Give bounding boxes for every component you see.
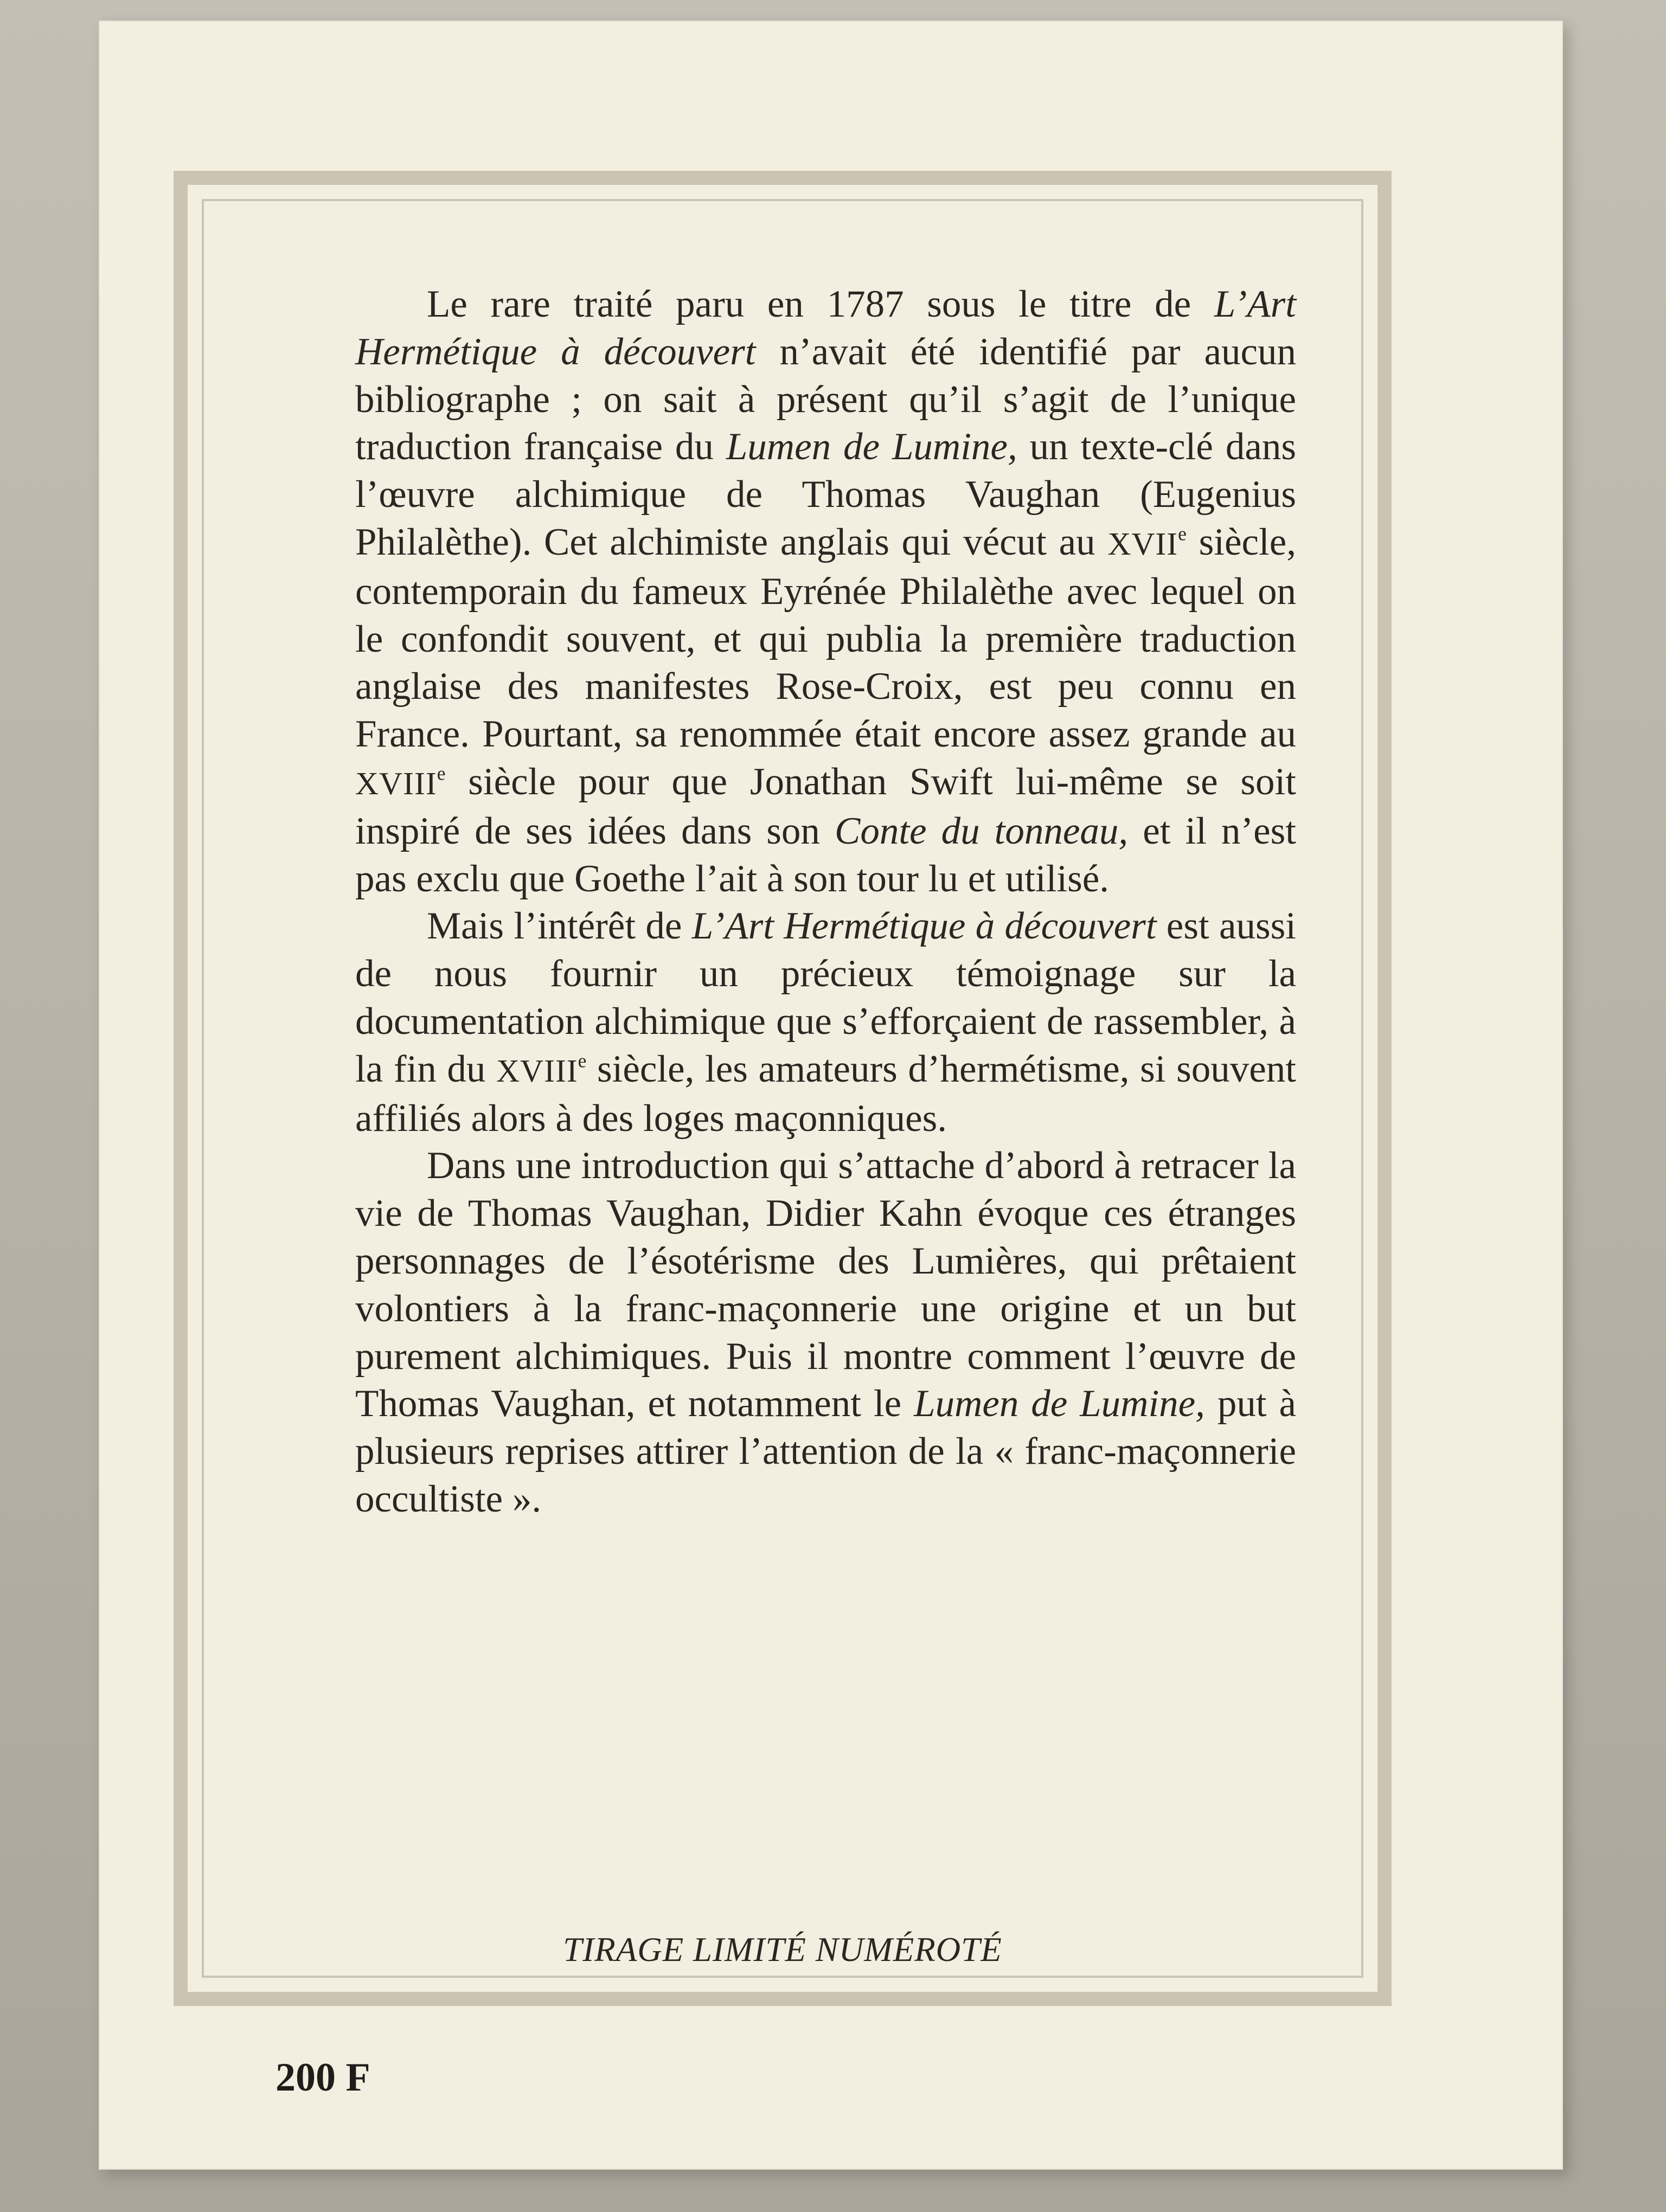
price-label: 200 F (275, 2055, 370, 2100)
book-title-lumen-de-lumine: Lumen de Lumine, (914, 1382, 1205, 1425)
blurb-text: n’avait été identifié par aucun bibliographe ; on sait à présent qu’il s’agit de l’unique traduction française du (355, 330, 1296, 468)
limited-edition-note: TIRAGE LIMITÉ NUMÉROTÉ (563, 1931, 1002, 1969)
blurb-text: est aussi de nous fournir un précieux témoignage sur la documentation alchimique que s’efforçaient de rassembler, à la fin du (355, 905, 1296, 1090)
book-title-lumen-de-lumine: Lumen de Lumine, (726, 426, 1017, 468)
blurb-paragraph-2 (355, 903, 1296, 1142)
blurb-text: siècle, contemporain du fameux Eyrénée Philalèthe avec lequel on le confondit souvent, et qui publia la première traduction anglaise des manifestes Rose-Croix, est peu connu en France. Pourtant, sa renommée était encore assez grande au (355, 520, 1297, 756)
blurb-text: un texte-clé dans l’œuvre alchimique de Thomas Vaughan (Eugenius Philalèthe). Cet alchimiste anglais qui vécut au (355, 426, 1296, 563)
century-numeral: XVII (1107, 525, 1178, 562)
book-title-art-hermetique: L’Art Hermétique à découvert (355, 283, 1296, 373)
century-numeral: XVIII (496, 1052, 578, 1089)
book-title-conte-du-tonneau: Conte du tonneau, (834, 809, 1129, 852)
blurb-text: et il n’est pas exclu que Goethe l’ait à son tour lu et utilisé. (355, 809, 1296, 900)
cover-blurb (355, 281, 1296, 1523)
blurb-paragraph-1 (355, 281, 1296, 903)
century-superscript: e (437, 762, 446, 785)
blurb-text: siècle pour que Jonathan Swift lui-même se soit inspiré de ses idées dans son (355, 760, 1296, 852)
blurb-paragraph-3 (355, 1142, 1296, 1523)
blurb-text: Le rare traité paru en 1787 sous le titre de (427, 283, 1214, 325)
century-superscript: e (578, 1050, 587, 1072)
book-title-art-hermetique: L’Art Hermétique à découvert (691, 905, 1157, 948)
blurb-text: siècle, les amateurs d’hermétisme, si souvent affiliés alors à des loges maçonniques. (355, 1047, 1296, 1140)
century-numeral: XVIII (355, 765, 437, 801)
blurb-text: Mais l’intérêt de (427, 905, 692, 948)
century-superscript: e (1178, 523, 1187, 545)
blurb-text: Dans une introduction qui s’attache d’abord à retracer la vie de Thomas Vaughan, Didier Kahn évoque ces étranges personnages de l’ésotérisme des Lumières, qui prêtaient volontiers à la franc-maçonnerie une origine et un but purement alchimiques. Puis il montre comment l’œuvre de Thomas Vaughan, et notamment le (355, 1144, 1296, 1425)
blurb-text: put à plusieurs reprises attirer l’attention de la « franc-maçonnerie occultiste ». (355, 1382, 1296, 1520)
